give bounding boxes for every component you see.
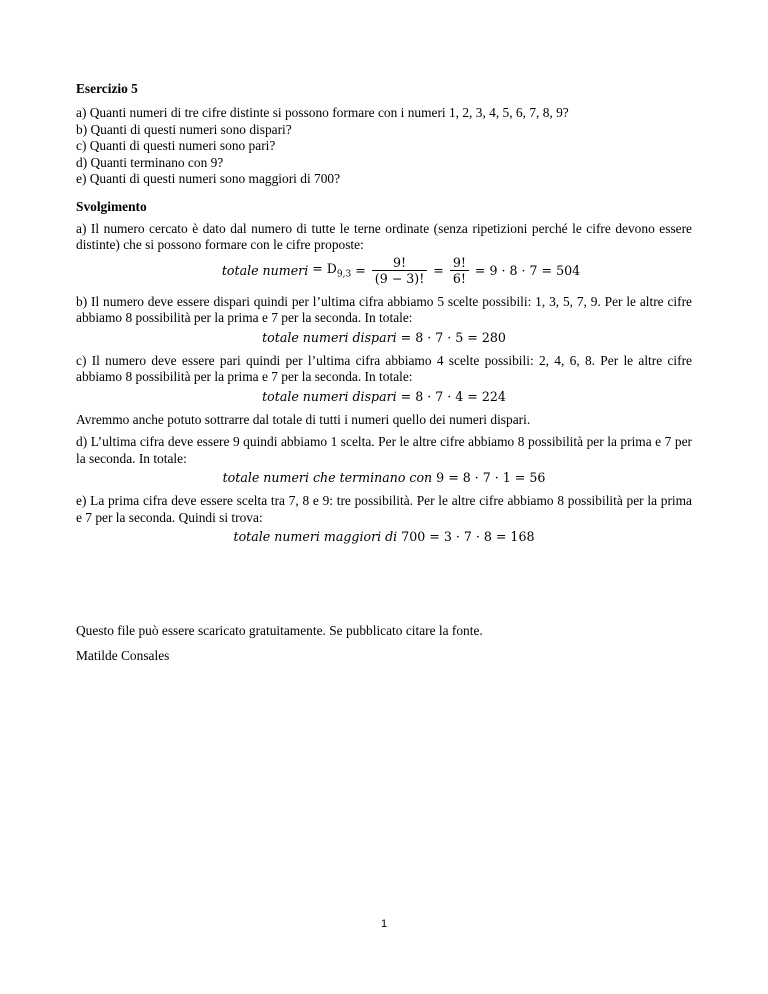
formula-c-lhs: totale numeri dispari xyxy=(262,388,397,404)
formula-b-lhs: totale numeri dispari xyxy=(262,329,397,345)
document-body xyxy=(76,80,692,552)
question-a: a) Quanti numeri di tre cifre distinte si possono formare con i numeri 1, 2, 3, 4, 5, 6, 7, 8, 9? xyxy=(76,105,569,120)
fraction-2-numerator: 9! xyxy=(452,254,466,270)
formula-a-eq1: = D xyxy=(312,261,337,277)
question-d: d) Quanti terminano con 9? xyxy=(76,154,224,170)
formula-c xyxy=(76,388,692,406)
formula-d-lhs: totale numeri che terminano con xyxy=(222,470,433,485)
formula-e-rhs: 700 = 3 · 7 · 8 = 168 xyxy=(397,529,535,544)
solution-b-text: b) Il numero deve essere dispari quindi per l’ultima cifra abbiamo 5 scelte possibili: 1, 3, 5, 7, 9. Per le altre cifre abbiamo 8 possibilità per la prima e 7 per la seconda. In totale: xyxy=(76,293,692,325)
formula-a-subscript: 9,3 xyxy=(336,269,352,280)
formula-a-dispositions xyxy=(312,261,351,280)
footer xyxy=(76,622,483,672)
solution-c-note: Avremmo anche potuto sottrarre dal totale di tutti i numeri quello dei numeri dispari. xyxy=(76,411,531,427)
fraction-2-denominator: 6! xyxy=(450,270,469,286)
formula-b xyxy=(76,329,692,347)
formula-e xyxy=(76,528,692,546)
solution-e-text: e) La prima cifra deve essere scelta tra 7, 8 e 9: tre possibilità. Per le altre cifre abbiamo 8 possibilità per la prima e 7 per la seconda. Quindi si trova: xyxy=(76,493,692,525)
question-c: c) Quanti di questi numeri sono pari? xyxy=(76,138,276,153)
solution-c-text: c) Il numero deve essere pari quindi per l’ultima cifra abbiamo 4 scelte possibili: 2, 4, 6, 8. Per le altre cifre abbiamo 8 possibilità per la prima e 7 per la seconda. In totale: xyxy=(76,352,692,384)
formula-a-lhs: totale numeri xyxy=(221,263,309,278)
solution-d-text: d) L’ultima cifra deve essere 9 quindi abbiamo 1 scelta. Per le altre cifre abbiamo 8 possibilità per la prima e 7 per la seconda. In totale: xyxy=(76,434,692,466)
formula-d xyxy=(76,469,692,487)
formula-d-rhs: 9 = 8 · 7 · 1 = 56 xyxy=(432,470,546,485)
footer-note: Questo file può essere scaricato gratuitamente. Se pubblicato citare la fonte. xyxy=(76,623,483,638)
fraction-1-denominator: (9 − 3)! xyxy=(372,270,427,286)
formula-a-eq2: = xyxy=(355,263,366,278)
formula-b-rhs: = 8 · 7 · 5 = 280 xyxy=(396,329,506,345)
solution-heading: Svolgimento xyxy=(76,198,147,214)
formula-c-rhs: = 8 · 7 · 4 = 224 xyxy=(396,388,506,404)
question-e: e) Quanti di questi numeri sono maggiori di 700? xyxy=(76,171,341,186)
formula-a xyxy=(110,256,692,286)
formula-a-eq3: = xyxy=(433,263,444,278)
fraction-2 xyxy=(450,256,469,286)
question-b: b) Quanti di questi numeri sono dispari? xyxy=(76,121,292,137)
formula-a-rhs: = 9 · 8 · 7 = 504 xyxy=(474,263,581,278)
solution-a-text: a) Il numero cercato è dato dal numero di tutte le terne ordinate (senza ripetizioni perché le cifre devono essere distinte) che si possono formare con le cifre proposte: xyxy=(76,220,692,252)
fraction-1-numerator: 9! xyxy=(392,254,407,270)
fraction-1 xyxy=(372,256,427,286)
page-number: 1 xyxy=(380,918,388,930)
formula-e-lhs: totale numeri maggiori di xyxy=(233,529,398,544)
footer-author: Matilde Consales xyxy=(76,648,170,663)
exercise-title: Esercizio 5 xyxy=(76,81,138,96)
